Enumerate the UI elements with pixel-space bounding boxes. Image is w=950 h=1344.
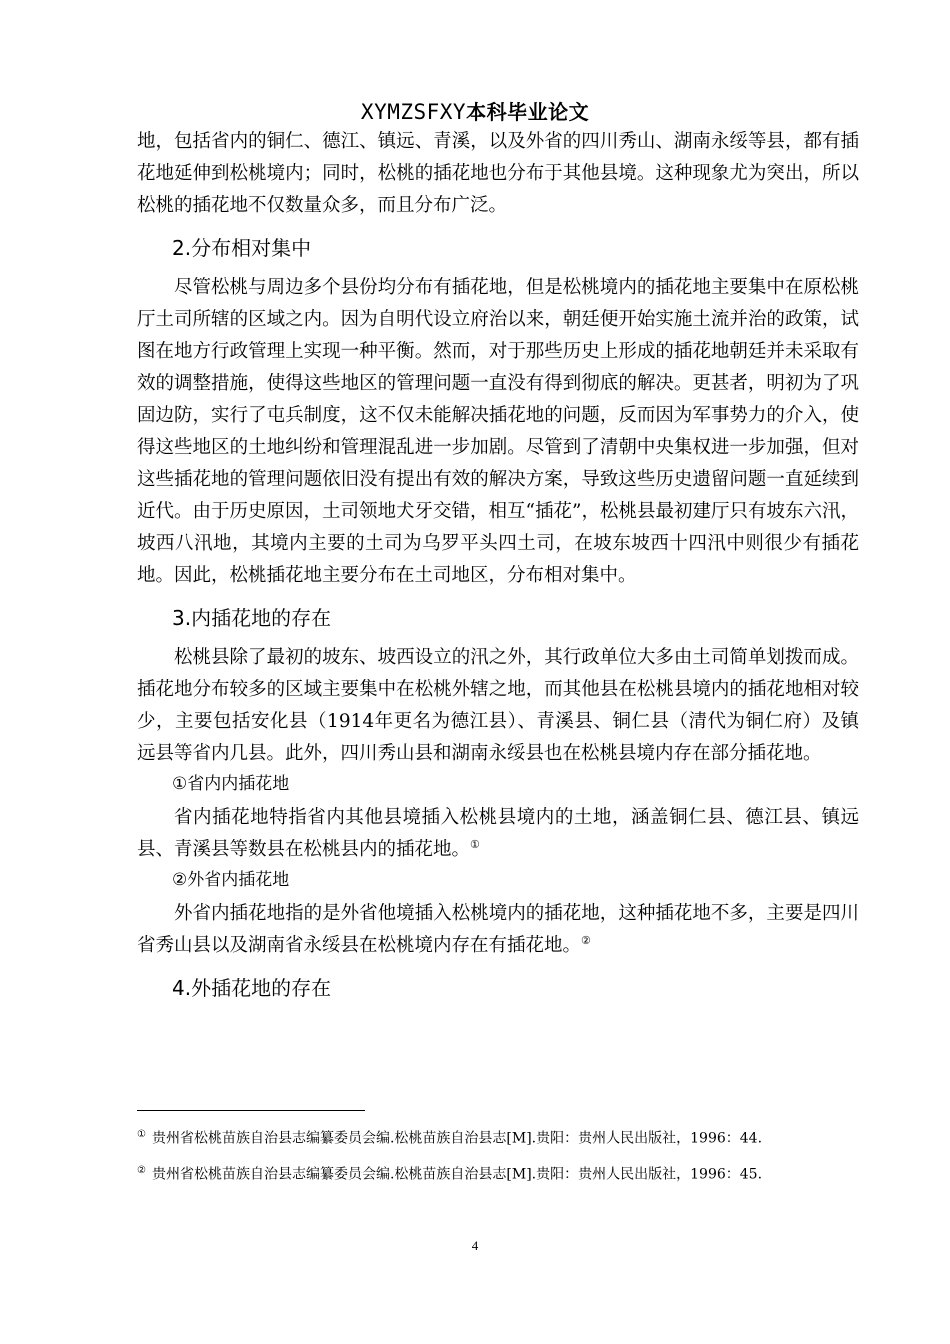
paragraph-in-province bbox=[137, 802, 859, 866]
footnote-1 bbox=[137, 1122, 859, 1152]
header-label: 本科毕业论文 bbox=[466, 100, 590, 124]
footnote-2 bbox=[137, 1158, 859, 1188]
footnote-mark-1: ① bbox=[137, 1129, 146, 1140]
paragraph-continuation: 地，包括省内的铜仁、德江、镇远、青溪，以及外省的四川秀山、湖南永绥等县，都有插花地延伸到松桃境内；同时，松桃的插花地也分布于其他县境。这种现象尤为突出，所以松桃的插花地不仅数量众多，而且分布广泛。 bbox=[137, 131, 859, 216]
paragraph-out-province bbox=[137, 898, 859, 962]
footnote-ref-2[interactable]: ② bbox=[581, 933, 591, 947]
page-number: 4 bbox=[471, 1238, 479, 1253]
paragraph-distribution: 尽管松桃与周边多个县份均分布有插花地，但是松桃境内的插花地主要集中在原松桃厅土司所辖的区域之内。因为自明代设立府治以来，朝廷便开始实施土流并治的政策，试图在地方行政管理上实现一种平衡。然而，对于那些历史上形成的插花地朝廷并未采取有效的调整措施，使得这些地区的管理问题一直没有得到彻底的解决。更甚者，明初为了巩固边防，实行了屯兵制度，这不仅未能解决插花地的问题，反而因为军事势力的介入，使得这些地区的土地纠纷和管理混乱进一步加剧。尽管到了清朝中央集权进一步加强，但对这些插花地的管理问题依旧没有提出有效的解决方案，导致这些历史遗留问题一直延续到近代。由于历史原因，土司领地犬牙交错，相互“插花”，松桃县最初建厅只有坡东六汛，坡西八汛地，其境内主要的土司为乌罗平头四土司，在坡东坡西十四汛中则很少有插花地。因此，松桃插花地主要分布在土司地区，分布相对集中。 bbox=[137, 277, 859, 586]
paragraph-in-province-text: 省内插花地特指省内其他县境插入松桃县境内的土地，涵盖铜仁县、德江县、镇远县、青溪县等数县在松桃县内的插花地。 bbox=[137, 807, 859, 860]
header-code: XYMZSFXY bbox=[360, 100, 467, 124]
section-heading-2: 2.分布相对集中 bbox=[172, 236, 312, 260]
footnote-divider bbox=[137, 1110, 365, 1111]
footnote-text-1: 贵州省松桃苗族自治县志编纂委员会编.松桃苗族自治县志[M].贵阳：贵州人民出版社，1996：44. bbox=[151, 1130, 763, 1147]
subheading-out-province: ②外省内插花地 bbox=[172, 870, 290, 890]
footnote-ref-1[interactable]: ① bbox=[470, 837, 480, 851]
subheading-in-province: ①省内内插花地 bbox=[172, 774, 290, 794]
footnotes bbox=[137, 1122, 859, 1193]
section-heading-3: 3.内插花地的存在 bbox=[172, 606, 332, 630]
paragraph-inner-enclaves: 松桃县除了最初的坡东、坡西设立的汛之外，其行政单位大多由土司简单划拨而成。插花地分布较多的区域主要集中在松桃外辖之地，而其他县在松桃县境内的插花地相对较少，主要包括安化县（1914年更名为德江县）、青溪县、铜仁县（清代为铜仁府）及镇远县等省内几县。此外，四川秀山县和湖南永绥县也在松桃县境内存在部分插花地。 bbox=[137, 647, 859, 764]
footnote-mark-2: ② bbox=[137, 1164, 146, 1176]
main-text bbox=[137, 126, 859, 1012]
page-header bbox=[0, 96, 950, 125]
section-heading-4: 4.外插花地的存在 bbox=[172, 976, 332, 1000]
paragraph-out-province-text: 外省内插花地指的是外省他境插入松桃境内的插花地，这种插花地不多，主要是四川省秀山县以及湖南省永绥县在松桃境内存在有插花地。 bbox=[137, 903, 859, 956]
footnote-text-2: 贵州省松桃苗族自治县志编纂委员会编.松桃苗族自治县志[M].贵阳：贵州人民出版社，1996：45. bbox=[151, 1166, 763, 1183]
